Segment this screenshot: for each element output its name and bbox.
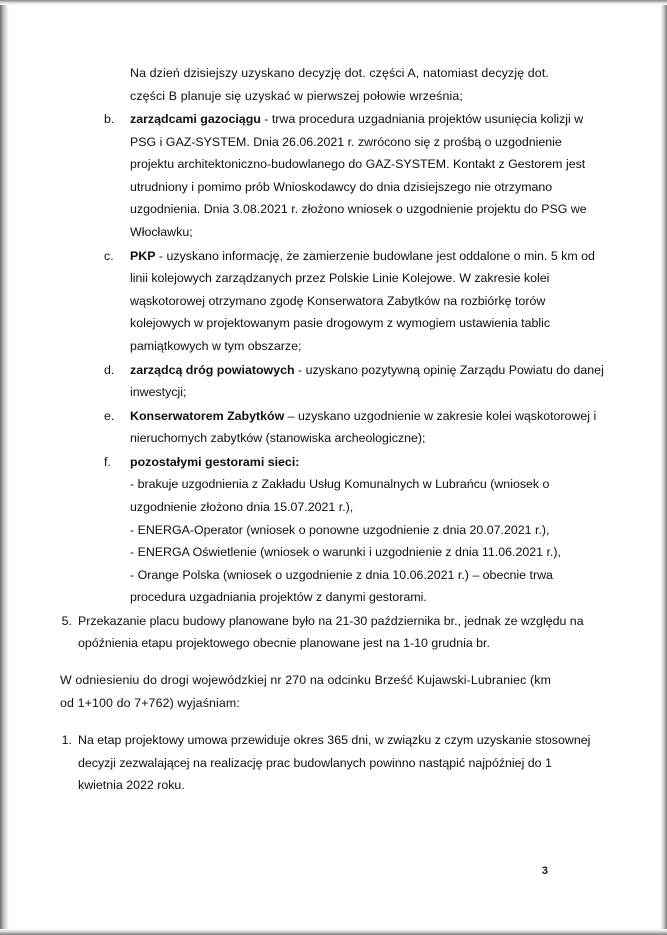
sub-line: - ENERGA Oświetlenie (wniosek o warunki i uzgodnienie z dnia 11.06.2021 r.), [130,545,561,560]
list-item-text: - uzyskano informację, że zamierzenie budowlane jest oddalone o min. 5 km od linii kolejowych zarządzanych przez Polskie Linie Kolejowe. W zakresie kolei wąskotorowej otrzymano zgodę Konserwatora Zabytków na rozbiórkę torów kolejowych w projektowanym pasie drogowym z wymogiem ustawienia tablic pamiątkowych w tym obszarze; [130,248,595,353]
list-item-lead: Konserwatorem Zabytków [130,408,285,423]
list-item-text: - trwa procedura uzgadniania projektów usunięcia kolizji w PSG i GAZ-SYSTEM. Dnia 26.06.2021 r. zwrócono się z prośbą o uzgodnienie projektu architektoniczno-budowlanego do GAZ-SYSTEM. Kontakt z Gestorem jest utrudniony i pomimo prób Wnioskodawcy do dnia dzisiejszego nie otrzymano uzgodnienia. Dnia 3.08.2021 r. złożono wniosek o uzgodnienie projektu do PSG we Włocławku; [130,112,587,240]
list-item [50,610,598,655]
list-marker: 1. [61,733,72,748]
list-item-text: Na etap projektowy umowa przewiduje okres 365 dni, w związku z czym uzyskanie stosownej decyzji zezwalającej na realizację prac budowlanych powinno nastąpić najpóźniej do 1 kwietnia 2022 roku. [78,733,591,793]
list-item-lead: pozostałymi gestorami sieci: [130,454,300,469]
list-marker: b. [104,112,115,127]
list-item-lead: zarządcą dróg powiatowych [130,362,295,377]
list-item [98,245,606,358]
list-item [50,729,598,797]
list-item-text: – uzyskano uzgodnienie w zakresie kolei wąskotorowej i nieruchomych zabytków (stanowiska archeologiczne); [130,408,597,446]
sub-line: - Orange Polska (wniosek o uzgodnienie z dnia 10.06.2021 r.) – obecnie trwa procedura uzgadniania projektów z danymi gestorami. [130,567,553,605]
scan-edge-bottom [0,929,667,935]
document-body [50,62,622,797]
numbered-list-1 [50,729,622,797]
list-item [98,405,606,450]
scan-edge-top [0,0,667,5]
list-item-text: - uzyskano pozytywną opinię Zarządu Powiatu do danej inwestycji; [130,362,604,400]
spacer [50,715,622,729]
list-marker: c. [104,248,114,263]
list-item-text: Przekazanie placu budowy planowane było na 21-30 października br., jednak ze względu na opóźnienia etapu projektowego obecnie planowane jest na 1-10 grudnia br. [78,613,584,651]
list-item [98,359,606,404]
list-item [98,108,606,243]
sub-line: - brakuje uzgodnienia z Zakładu Usług Komunalnych w Lubrańcu (wniosek o uzgodnienie złożono dnia 15.07.2021 r.), [130,477,550,514]
spacer [50,655,622,669]
mid-paragraph: W odniesieniu do drogi wojewódzkiej nr 270 na odcinku Brześć Kujawski-Lubraniec (km od 1+100 do 7+762) wyjaśniam: [60,673,552,710]
list-marker: f. [104,454,111,469]
intro-paragraph: Na dzień dzisiejszy uzyskano decyzję dot. części A, natomiast decyzję dot. części B planuje się uzyskać w pierwszej połowie września; [130,66,549,103]
sub-line: - ENERGA-Operator (wniosek o ponowne uzgodnienie z dnia 20.07.2021 r.), [130,522,550,537]
list-item [98,451,606,609]
list-marker: 5. [61,613,72,628]
list-item-lead: PKP [130,248,156,263]
list-item-lead: zarządcami gazociągu [130,112,261,127]
sub-line-list [130,473,606,608]
lettered-list [50,108,622,609]
numbered-list-5 [50,610,622,655]
list-marker: d. [104,362,115,377]
scan-edge-left [0,0,9,935]
page-number: 3 [541,865,548,877]
scan-edge-right [660,0,667,935]
list-marker: e. [104,408,115,423]
